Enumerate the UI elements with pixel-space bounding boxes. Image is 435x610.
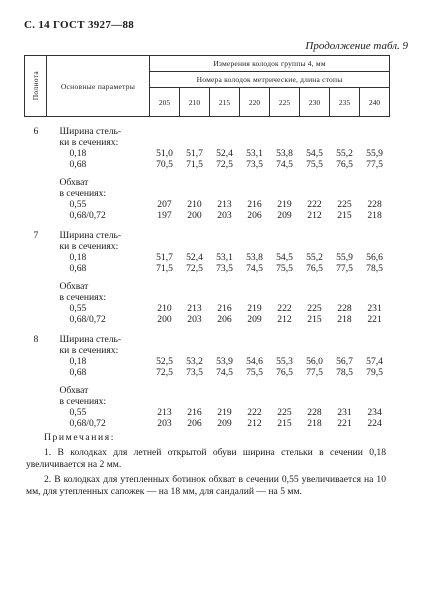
value-cell: 57,4 79,5 <box>366 356 383 378</box>
value-cell: 225 215 <box>277 407 292 429</box>
value-cell: 54,5 75,5 <box>306 148 323 170</box>
value-cell: 56,0 77,5 <box>306 356 323 378</box>
value-cell: 210 200 <box>157 303 172 325</box>
value-cell: 234 224 <box>367 407 382 429</box>
table-row <box>25 230 390 274</box>
table-continuation-label: Продолжение табл. 9 <box>305 40 408 52</box>
table-row <box>25 126 390 170</box>
value-cell: 207 197 <box>157 199 172 221</box>
value-cell: 53,1 73,5 <box>216 252 233 274</box>
params-column-header: Основные параметры <box>47 56 150 117</box>
value-cell: 52,4 72,5 <box>216 148 233 170</box>
value-cell: 219 209 <box>277 199 292 221</box>
value-cell: 222 212 <box>307 199 322 221</box>
value-cell: 51,0 70,5 <box>156 148 173 170</box>
value-cell: 53,9 74,5 <box>216 356 233 378</box>
notes-section <box>26 432 386 501</box>
size-header: 205 <box>150 88 180 117</box>
value-cell: 56,6 78,5 <box>366 252 383 274</box>
value-cell: 53,1 73,5 <box>246 148 263 170</box>
fullness-number: 6 <box>33 126 39 137</box>
parameter-label: Обхват в сечениях: 0,55 0,68/0,72 <box>59 385 107 429</box>
value-cell: 53,2 73,5 <box>186 356 203 378</box>
value-cell: 54,5 75,5 <box>276 252 293 274</box>
value-cell: 213 203 <box>217 199 232 221</box>
size-header: 240 <box>360 88 390 117</box>
value-cell: 213 203 <box>187 303 202 325</box>
parameter-label: Ширина стель- ки в сечениях: 0,18 0,68 <box>59 334 122 378</box>
value-cell: 52,5 72,5 <box>156 356 173 378</box>
note-item: 2. В колодках для утепленных ботинок обхват в сечении 0,55 увеличивается на 10 мм, для утепленных сапожек — на 18 мм, для сандалий — на 5 мм. <box>26 474 386 497</box>
value-cell: 55,2 76,5 <box>336 148 353 170</box>
size-header: 215 <box>210 88 240 117</box>
value-cell: 225 215 <box>337 199 352 221</box>
value-cell: 56,7 78,5 <box>336 356 353 378</box>
value-cell: 231 221 <box>337 407 352 429</box>
group-header: Измерения колодок группы 4, мм <box>150 56 390 72</box>
value-cell: 222 212 <box>277 303 292 325</box>
page-header: С. 14 ГОСТ 3927—88 <box>24 19 135 31</box>
value-cell: 55,2 76,5 <box>306 252 323 274</box>
size-header: 235 <box>330 88 360 117</box>
value-cell: 216 206 <box>187 407 202 429</box>
value-cell: 228 218 <box>307 407 322 429</box>
value-cell: 219 209 <box>217 407 232 429</box>
size-header: 225 <box>270 88 300 117</box>
value-cell: 225 215 <box>307 303 322 325</box>
size-header: 230 <box>300 88 330 117</box>
size-header: 220 <box>240 88 270 117</box>
value-cell: 53,8 74,5 <box>276 148 293 170</box>
parameter-label: Обхват в сечениях: 0,55 0,68/0,72 <box>59 177 107 221</box>
parameter-label: Ширина стель- ки в сечениях: 0,18 0,68 <box>59 126 122 170</box>
value-cell: 51,7 71,5 <box>156 252 173 274</box>
parameter-label: Ширина стель- ки в сечениях: 0,18 0,68 <box>59 230 122 274</box>
value-cell: 210 200 <box>187 199 202 221</box>
value-cell: 54,6 75,5 <box>246 356 263 378</box>
value-cell: 216 206 <box>247 199 262 221</box>
size-header: 210 <box>180 88 210 117</box>
value-cell: 228 218 <box>367 199 382 221</box>
fullness-number: 7 <box>33 230 39 241</box>
dimensions-table <box>24 55 390 429</box>
value-cell: 55,9 77,5 <box>336 252 353 274</box>
parameter-label: Обхват в сечениях: 0,55 0,68/0,72 <box>59 281 107 325</box>
value-cell: 219 209 <box>247 303 262 325</box>
fullness-number: 8 <box>33 334 39 345</box>
fullness-column-header: Полнота <box>25 56 47 117</box>
value-cell: 53,8 74,5 <box>246 252 263 274</box>
value-cell: 55,3 76,5 <box>276 356 293 378</box>
table-row <box>25 177 390 221</box>
value-cell: 231 221 <box>367 303 382 325</box>
value-cell: 55,9 77,5 <box>366 148 383 170</box>
value-cell: 213 203 <box>157 407 172 429</box>
value-cell: 51,7 71,5 <box>186 148 203 170</box>
value-cell: 216 206 <box>217 303 232 325</box>
notes-title: Примечания: <box>44 432 115 443</box>
value-cell: 228 218 <box>337 303 352 325</box>
value-cell: 52,4 72,5 <box>186 252 203 274</box>
table-row <box>25 334 390 378</box>
numbers-header: Номера колодок метрические, длина стопы <box>150 72 390 88</box>
value-cell: 222 212 <box>247 407 262 429</box>
note-item: 1. В колодках для летней открытой обуви ширина стельки в сечении 0,18 увеличивается на 2 мм. <box>26 447 386 470</box>
table-row <box>25 281 390 325</box>
table-row <box>25 385 390 429</box>
